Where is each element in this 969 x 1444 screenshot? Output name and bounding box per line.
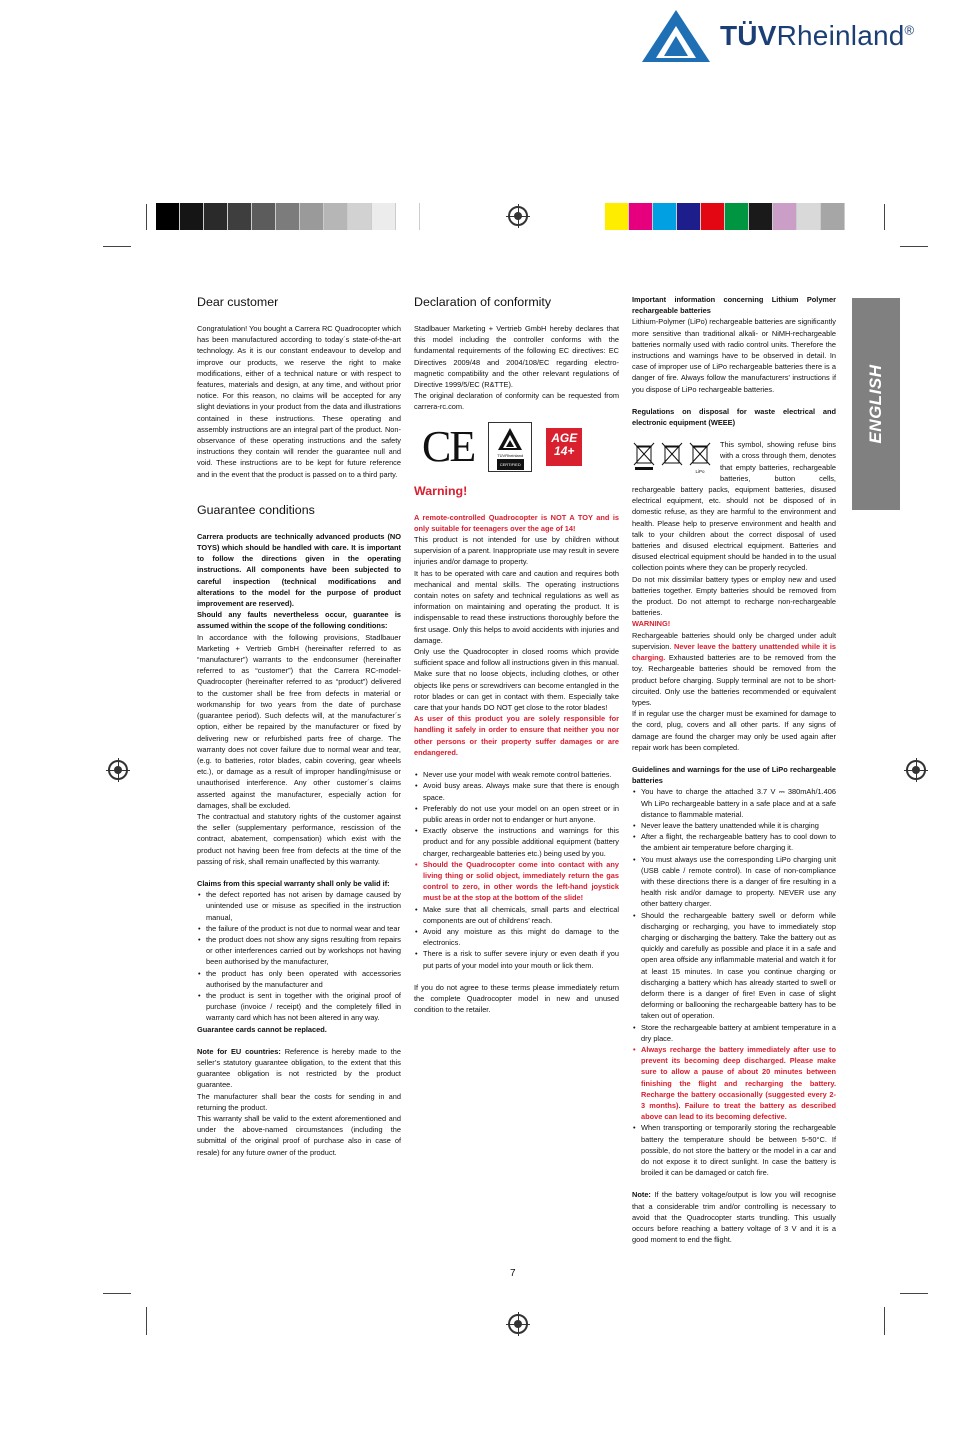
crop-mark xyxy=(103,246,131,247)
list-item: • Should the Quadrocopter come into contact with any living thing or solid object, immediately return the gas control to zero, in other words the left-hand joystick must be at the stop at the bottom of the slide! xyxy=(423,859,619,904)
validity-paragraph: This warranty shall be valid to the extent aforementioned and under the above-named circumstances (including the submittal of the original proof of purchase also in case of resale) for any future owner of the product. xyxy=(197,1114,401,1157)
list-item: • Never use your model with weak remote control batteries. xyxy=(423,769,619,780)
crop-mark xyxy=(146,1307,147,1335)
list-item: • the failure of the product is not due to normal wear and tear xyxy=(206,923,401,934)
color-swatch xyxy=(204,203,228,230)
color-swatch xyxy=(324,203,348,230)
registration-mark-icon xyxy=(508,1314,528,1334)
costs-paragraph: The manufacturer shall bear the costs for sending in and returning the product. xyxy=(197,1091,401,1112)
intro-paragraph: Congratulation! You bought a Carrera RC Quadrocopter which has been manufactured according to today´s state-of-the-art technology. As it is our constant endeavour to develop and improve our products, we reserve the right to make modifications, either of a technical nature or with respect to features, materials and design, at any time, and without prior notice. For this reason, no claims will be accepted for any slight deviations in your product from the data and illustrations contained in these instructions. These operating and assembly instructions are an integral part of the product. Non-observance of these operating instructions and the safety instructions they contain will render the guarantee null and void. These instructions are to be kept for future reference and in the event that the product is passed on to a third party. xyxy=(197,324,401,479)
eu-note: Note for EU countries: Reference is hereby made to the seller’s statutory guarantee obligation, to the extent that this guarantee obligation is not restricted by the product guarantee. xyxy=(197,1046,401,1090)
charging-paragraph: Rechargeable batteries should only be charged under adult supervision. Never leave the battery unattended while it is charging. Exhausted batteries are to be removed from the toy. Rechargeable batteries should be removed from the product before charging. Supply terminal are not to be short-circuited. Only use the batteries recommended or equivalent types. xyxy=(632,630,836,707)
color-swatch xyxy=(372,203,396,230)
list-item: • the product has only been operated with accessories authorised by the manufacturer and xyxy=(206,968,401,990)
color-swatch xyxy=(701,203,725,230)
list-item: • Preferably do not use your model on an open street or in public areas in order not to endanger or hurt anyone. xyxy=(423,803,619,825)
color-swatch xyxy=(629,203,653,230)
color-swatch xyxy=(156,203,180,230)
color-swatch xyxy=(677,203,701,230)
registration-mark-icon xyxy=(508,206,528,226)
guidelines-list xyxy=(632,786,836,1178)
list-item: • You have to charge the attached 3.7 V ⎓ 380mAh/1.406 Wh LiPo rechargeable battery in a safe place and at a safe distance to flammable material. xyxy=(641,786,836,820)
gray-color-bar xyxy=(156,203,420,230)
crossed-bin-lipo-icon: LiPo xyxy=(688,441,712,471)
heading-declaration: Declaration of conformity xyxy=(414,295,552,309)
tuv-triangle-icon xyxy=(640,8,712,64)
list-item: • After a flight, the rechargeable battery has to cool down to the ambient air temperature before charging it. xyxy=(641,831,836,853)
list-item: • Never leave the battery unattended while it is charging xyxy=(641,820,836,831)
color-swatch xyxy=(276,203,300,230)
crop-mark xyxy=(900,246,928,247)
list-item: • You must always use the corresponding LiPo charging unit (USB cable / remote control). In case of non-compliance with these directions there is a danger of fire resulting in a health risk and/or damage to property. NEVER use any other battery charger. xyxy=(641,854,836,910)
warning-paragraph: Only use the Quadrocopter in closed rooms which provide sufficient space and follow all instructions given in this manual. Make sure that no loose objects, including clothes, or other objects like pens or screwdrivers can become entangled in the rotor blades or can get in contact with them. Especially take care that your hands DO NOT get close to the rotor blades! xyxy=(414,647,619,713)
weee-paragraph: This symbol, showing refuse bins with a cross through them, denotes that empty batteries, rechargeable batteries, button cells, rechargeable battery packs, equipment batteries, disused electrical equipment, etc. should not be disposed of in domestic refuse, as they are harmful to the environment and health. Please help to preserve environment and health and talk to your children about the correct disposal of used batteries and disused electrical equipment. Batteries and disused electrical equipment should be handed in to the usual collection points where they can be properly recycled. xyxy=(632,440,836,573)
guarantee-cards-note: Guarantee cards cannot be replaced. xyxy=(197,1024,327,1034)
crop-mark xyxy=(146,204,147,230)
certification-marks xyxy=(422,423,619,471)
color-swatch xyxy=(653,203,677,230)
weee-heading: Regulations on disposal for waste electrical and electronic equipment (WEEE) xyxy=(632,406,836,428)
list-item: • Avoid any moisture as this might do damage to the electronics. xyxy=(423,926,619,948)
lipo-paragraph: Lithium-Polymer (LiPo) rechargeable batteries are significantly more sensitive than traditional alkali- or NiMH-rechargeable batteries normally used with radio control units. Therefore the instructions and warnings have to be observed in detail. In case of improper use of LiPo rechargeable batteries there is a danger of fire. Always follow the manufacturers’ instructions if you dispose of LiPo rechargeable batteries. xyxy=(632,317,836,394)
list-item: • Should the rechargeable battery swell or deform while discharging or recharging, you have to immediately stop charging or discharging the battery. Take the battery out as quickly and carefully as possible and place it in a safe and open area offside any inflammable material and watch it for at least 15 minutes. In case you continue charging or discharging a battery which has already started to swell or deform there is a danger of fire! Even in case of slight deforming or ballooning the rechargeable battery has to be taken out of operation. xyxy=(641,910,836,1022)
age-14-badge: AGE 14+ xyxy=(546,428,582,466)
crop-mark xyxy=(884,204,885,230)
charger-paragraph: If in regular use the charger must be examined for damage to the cord, plug, covers and all other parts. If any signs of damage are found the charger may only be used again after repair work has been completed. xyxy=(632,709,836,752)
column-2 xyxy=(414,294,619,1015)
registration-mark-icon xyxy=(906,760,926,780)
process-color-bar xyxy=(605,203,845,230)
color-swatch xyxy=(821,203,845,230)
registration-mark-icon xyxy=(108,760,128,780)
list-item: • Avoid busy areas. Always make sure that there is enough space. xyxy=(423,780,619,802)
crop-mark xyxy=(103,1293,131,1294)
list-item: • Make sure that all chemicals, small parts and electrical components are out of childrens’ reach. xyxy=(423,904,619,926)
guarantee-paragraph-3: In accordance with the following provisions, Stadlbauer Marketing + Vertrieb GmbH (hereinafter referred to as “manufacturer”) warrants to the endconsumer (hereinafter referred to as “customer”) that the Carrera RC-model-Quadrocopter (hereinafter referred to as “product”) delivered to the customer shall be free from defects in material or workmanship for two years from the date of purchase (guarantee period). Such defects will, at the manufacturer´s option, either be repaired by the manufacturer or fixed by delivering new or refurbished parts free of charge. The warranty does not cover failure due to normal wear and tear, (e.g. to batteries, rotor blades, cabin covering, gear wheels etc.), or damage as a result of improper handling/misuse or unauthorised interference. Any other customer´s claims asserted against the manufacturer, especially action for damages, shall be excluded. xyxy=(197,632,401,810)
color-swatch xyxy=(180,203,204,230)
return-paragraph: If you do not agree to these terms please immediately return the complete Quadrocopter model in new and unused condition to the retailer. xyxy=(414,982,619,1015)
color-swatch xyxy=(348,203,372,230)
color-swatch xyxy=(605,203,629,230)
mixing-paragraph: Do not mix dissimilar battery types or employ new and used batteries together. Empty batteries should be removed from the product. Do not attempt to recharge non-rechargeable batteries. xyxy=(632,574,836,618)
color-swatch xyxy=(725,203,749,230)
list-item: • Always recharge the battery immediately after use to prevent its becoming deep discharged. Please make sure to allow a pause of about 20 minutes between finishing the flight and recharging the battery. Recharge the battery occasionally (suggested every 2-3 months). Failure to treat the battery as described above can lead to its becoming defective. xyxy=(641,1044,836,1122)
crop-mark xyxy=(900,1293,928,1294)
battery-note: Note: If the battery voltage/output is low you will recognise that a considerable trim and/or controlling is necessary to avoid that the Quadrocopter starts trundling. This usually occurs before reaching a battery voltage of 3 V and it is a good moment to end the flight. xyxy=(632,1190,836,1245)
lipo-heading: Important information concerning Lithium Polymer rechargeable batteries xyxy=(632,295,836,316)
language-tab-label: ENGLISH xyxy=(866,364,885,444)
color-swatch xyxy=(797,203,821,230)
color-swatch xyxy=(396,203,420,230)
list-item: • When transporting or temporarily storing the rechargeable battery the temperature should be between 5-50°C. If possible, do not store the battery or the model in a car and do not expose it to direct sunlight. In case the battery is broiled it can be damaged or catch fire. xyxy=(641,1122,836,1178)
logo-text: TÜVRheinland® xyxy=(720,20,915,51)
crop-mark xyxy=(884,1307,885,1335)
crossed-bin-icon xyxy=(632,441,656,471)
weee-symbols xyxy=(632,441,712,475)
crossed-bin-icon xyxy=(660,441,684,471)
column-3 xyxy=(632,294,836,1245)
color-swatch xyxy=(300,203,324,230)
color-swatch xyxy=(252,203,276,230)
list-item: • the product is sent in together with the original proof of purchase (invoice / receipt) and the completely filled in warranty card which has not been altered in any way. xyxy=(206,990,401,1024)
list-item: • the product does not show any signs resulting from repairs or other interferences carried out by workshops not having been authorised by the manufacturer, xyxy=(206,934,401,968)
column-1 xyxy=(197,294,401,1158)
heading-dear-customer: Dear customer xyxy=(197,295,279,309)
declaration-request: The original declaration of conformity can be requested from carrera-rc.com. xyxy=(414,391,619,412)
warning-not-a-toy: A remote-controlled Quadrocopter is NOT A TOY and is only suitable for teenagers over the age of 14! xyxy=(414,512,619,533)
warning-paragraph: It has to be operated with care and caution and requires both mechanical and mental skills. The operating instructions contain notes on safety and technical regulations as well as information on maintaining and operating the product. It is indispensable to read these instructions thoroughly before the first usage. Only this helps to avoid accidents with injuries and damage. xyxy=(414,568,619,645)
claims-heading: Claims from this special warranty shall only be valid if: xyxy=(197,878,390,888)
warning-label: WARNING! xyxy=(632,619,671,629)
tuv-rheinland-logo xyxy=(640,6,960,66)
guarantee-paragraph-4: The contractual and statutory rights of the customer against the seller (supplementary performance, rescission of the contract, abatement, compensation) which exist with the product not having been free from defects at the time of the passing of risk, shall remain unaffected by this warranty. xyxy=(197,811,401,866)
language-tab xyxy=(852,298,900,510)
list-item: • There is a risk to suffer severe injury or even death if you put parts of your model into your mouth or lick them. xyxy=(423,948,619,970)
warning-paragraph: This product is not intended for use by children without supervision of a parent. Inappropriate use may result in severe injuries and/or damage to property. xyxy=(414,535,619,567)
warning-responsibility: As user of this product you are solely responsible for handling it safely in order to ensure that neither you nor other persons or their property suffer damages or are endangered. xyxy=(414,714,619,757)
list-item: • Store the rechargeable battery at ambient temperature in a dry place. xyxy=(641,1022,836,1044)
ce-mark: CE xyxy=(422,422,475,472)
page-number: 7 xyxy=(510,1268,516,1279)
safety-list xyxy=(414,769,619,971)
guarantee-paragraph-1: Carrera products are technically advanced products (NO TOYS) which should be handled with care. It is important to follow the directions given in the operating instructions. All components have been subjected to careful inspection (technical modifications and alterations to the model for the purpose of product improvement are reserved). xyxy=(197,531,401,609)
claims-list xyxy=(197,889,401,1023)
color-swatch xyxy=(749,203,773,230)
color-swatch xyxy=(228,203,252,230)
color-swatch xyxy=(773,203,797,230)
guidelines-heading: Guidelines and warnings for the use of LiPo rechargeable batteries xyxy=(632,764,836,786)
list-item: • the defect reported has not arisen by damage caused by unintended use or misuse as specified in the instruction manual, xyxy=(206,889,401,923)
declaration-paragraph: Stadlbauer Marketing + Vertrieb GmbH hereby declares that this model including the controller conforms with the fundamental requirements of the following EC directives: EC Directives 2009/48 and 2004/108/EC regarding electro-magnetic compatibility and the other relevant regulations of Directive 1999/5/EC (R&TTE). xyxy=(414,324,619,390)
tuv-triangle-icon xyxy=(497,427,523,451)
list-item: • Exactly observe the instructions and warnings for this product and for any possible additional equipment (battery charger, rechargeable batteries etc.) being used by you. xyxy=(423,825,619,859)
guarantee-paragraph-2: Should any faults nevertheless occur, guarantee is assumed within the scope of the following conditions: xyxy=(197,610,401,631)
heading-warning: Warning! xyxy=(414,483,468,498)
tuv-certified-badge: TÜVRheinland CERTIFIED xyxy=(488,422,532,472)
heading-guarantee: Guarantee conditions xyxy=(197,502,315,517)
